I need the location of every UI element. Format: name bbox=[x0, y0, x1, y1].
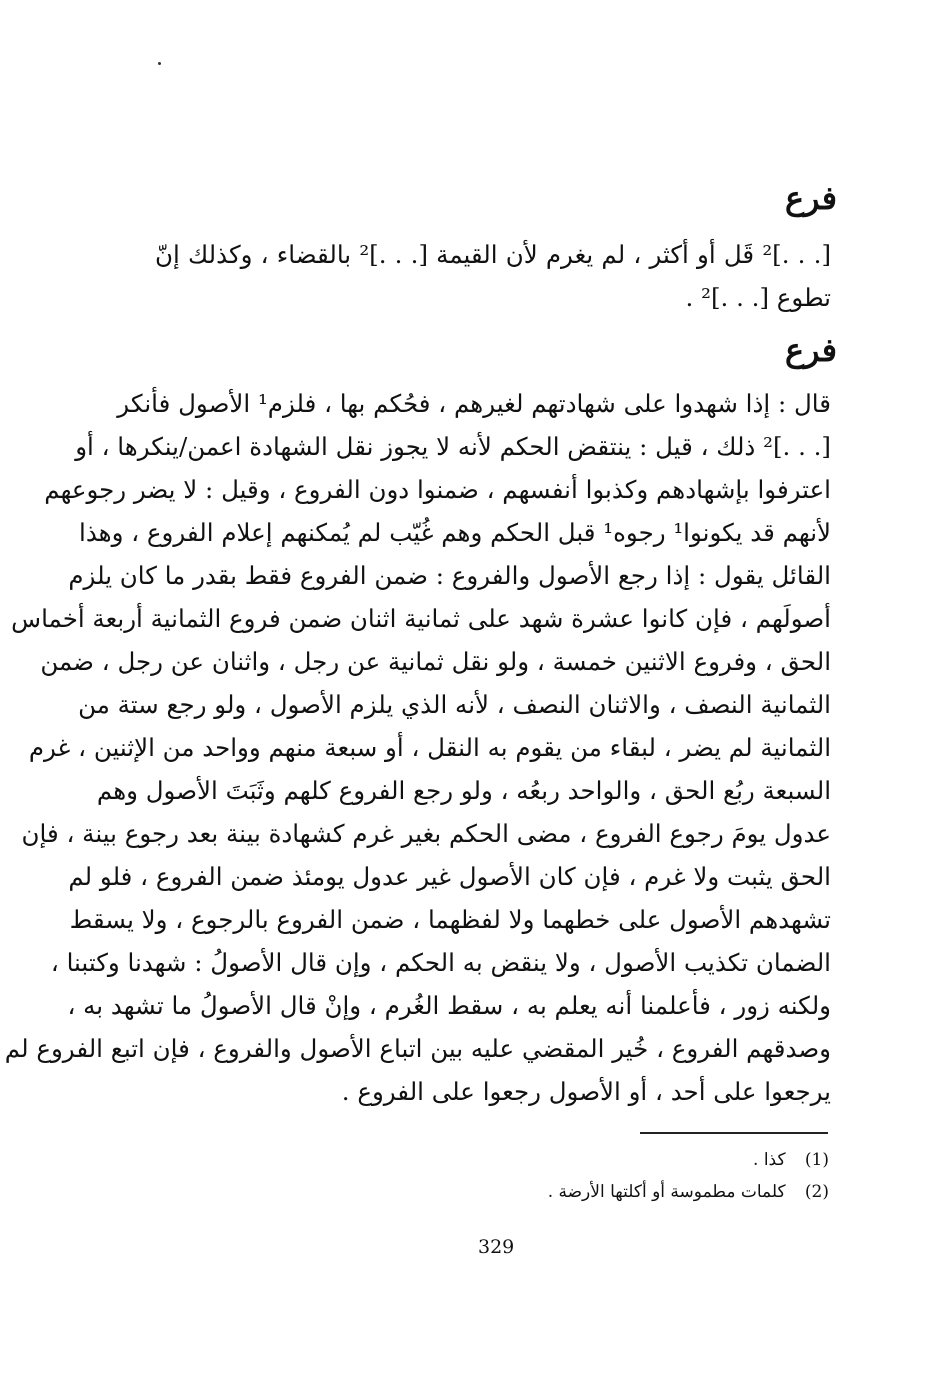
text-line: يرجعوا على أحد ، أو الأصول رجعوا على الفروع . bbox=[341, 1077, 831, 1106]
footnote-text: كلمات مطموسة أو أكلتها الأرضة . bbox=[547, 1182, 786, 1202]
text-line: [. . .]² ذلك ، قيل : ينتقض الحكم لأنه لا يجوز نقل الشهادة اعمن/ينكرها ، أو bbox=[75, 432, 831, 461]
text-line: الثمانية النصف ، والاثنان النصف ، لأنه الذي يلزم الأصول ، ولو رجع ستة من bbox=[78, 690, 831, 719]
text-line: السبعة ربُع الحق ، والواحد ربعُه ، ولو رجع الفروع كلهم وثَبَتَ الأصول وهم bbox=[96, 776, 831, 805]
page-number: 329 bbox=[478, 1236, 515, 1258]
text-line: عدول يومَ رجوع الفروع ، مضى الحكم بغير غرم كشهادة بينة بعد رجوع بينة ، فإن bbox=[21, 819, 831, 848]
footnote-number: (2) bbox=[804, 1182, 829, 1202]
text-line: الثمانية لم يضر ، لبقاء من يقوم به النقل ، أو سبعة منهم وواحد من الإثنين ، غرم bbox=[28, 733, 831, 762]
paragraph-2 bbox=[4, 382, 831, 1113]
text-line: وصدقهم الفروع ، خُير المقضي عليه بين اتباع الأصول والفروع ، فإن اتبع الفروع لم bbox=[4, 1034, 831, 1063]
text-line: تطوع [. . .]² . bbox=[685, 283, 831, 312]
text-line: ولكنه زور ، فأعلمنا أنه يعلم به ، سقط الغُرم ، وإنْ قال الأصولُ ما تشهد به ، bbox=[67, 991, 831, 1020]
text-line: أصولَهم ، فإن كانوا عشرة شهد على ثمانية اثنان ضمن فروع الثمانية أربعة أخماس bbox=[11, 604, 831, 633]
text-line: الحق يثبت ولا غرم ، فإن كان الأصول غير عدول يومئذ ضمن الفروع ، فلو لم bbox=[68, 862, 831, 891]
footnote-2 bbox=[548, 1180, 829, 1204]
section-heading-2: فرع bbox=[784, 331, 837, 369]
footnote-1 bbox=[753, 1148, 829, 1172]
text-line: القائل يقول : إذا رجع الأصول والفروع : ضمن الفروع فقط بقدر ما كان يلزم bbox=[68, 561, 831, 590]
footnote-number: (1) bbox=[804, 1150, 829, 1170]
text-line: لأنهم قد يكونوا¹ رجوه¹ قبل الحكم وهم غُيّب لم يُمكنهم إعلام الفروع ، وهذا bbox=[79, 518, 831, 547]
footnote-separator bbox=[640, 1132, 828, 1134]
footnote-text: كذا . bbox=[753, 1150, 786, 1170]
text-line: تشهدهم الأصول على خطهما ولا لفظهما ، ضمن الفروع بالرجوع ، ولا يسقط bbox=[69, 905, 831, 934]
text-line: قال : إذا شهدوا على شهادتهم لغيرهم ، فحُكم بها ، فلزم¹ الأصول فأنكر bbox=[117, 389, 831, 418]
section-heading-1: فرع bbox=[784, 179, 837, 217]
ink-speck bbox=[158, 62, 161, 65]
text-line: الضمان تكذيب الأصول ، ولا ينقض به الحكم ، وإن قال الأصولُ : شهدنا وكتبنا ، bbox=[50, 948, 831, 977]
text-line: [. . .]² قَل أو أكثر ، لم يغرم لأن القيمة [. . .]² بالقضاء ، وكذلك إنّ bbox=[155, 240, 831, 269]
paragraph-1 bbox=[155, 233, 831, 319]
text-line: الحق ، وفروع الاثنين خمسة ، ولو نقل ثمانية عن رجل ، واثنان عن رجل ، ضمن bbox=[40, 647, 831, 676]
text-line: اعترفوا بإشهادهم وكذبوا أنفسهم ، ضمنوا دون الفروع ، وقيل : لا يضر رجوعهم bbox=[44, 475, 831, 504]
